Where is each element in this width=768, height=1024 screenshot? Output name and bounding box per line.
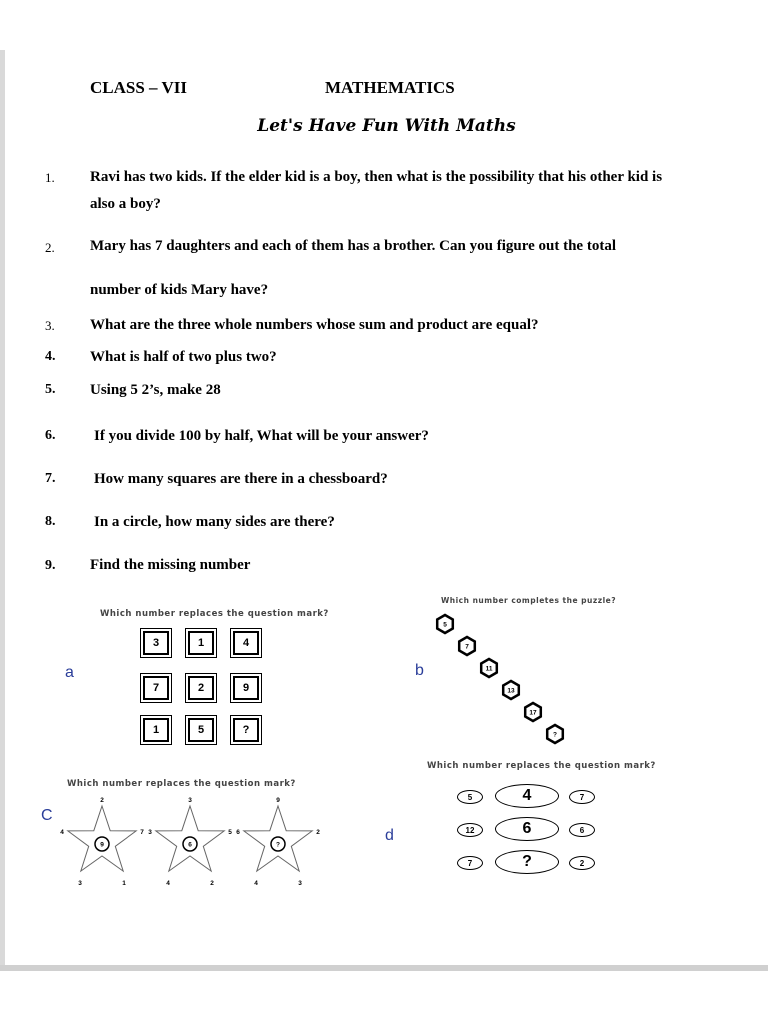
hexagon-chain <box>430 610 590 750</box>
grid-cell: 7 <box>143 676 169 700</box>
star-bottom-right-value: 2 <box>210 880 214 887</box>
grid-cell: ? <box>233 718 259 742</box>
star-center-value: 9 <box>100 841 104 849</box>
star-right-value: 2 <box>316 829 320 836</box>
oval-left: 12 <box>457 823 483 837</box>
question-number: 3. <box>45 318 55 333</box>
hexagon-value: 7 <box>465 643 469 651</box>
puzzle-a-letter: a <box>65 664 74 681</box>
star-figure <box>236 797 320 887</box>
worksheet-title: Let's Have Fun With Maths <box>257 116 516 136</box>
star-center-value: ? <box>276 841 280 849</box>
star-bottom-right-value: 3 <box>298 880 302 887</box>
hexagon-value: 17 <box>529 709 537 717</box>
puzzle-d-caption: Which number replaces the question mark? <box>427 761 656 771</box>
hexagon-cell <box>503 681 519 699</box>
question-number: 9. <box>45 558 56 573</box>
question-text: Find the missing number <box>90 557 251 573</box>
star-top-value: 9 <box>276 797 280 804</box>
question-number: 7. <box>45 471 56 486</box>
puzzle-b-letter: b <box>415 662 424 679</box>
puzzle-c-letter: C <box>41 807 53 824</box>
star-bottom-left-value: 4 <box>166 880 170 887</box>
viewer-top-margin <box>0 0 768 50</box>
question-number: 2. <box>45 240 55 255</box>
hexagon-value: 13 <box>507 687 515 695</box>
question-text: Ravi has two kids. If the elder kid is a boy, then what is the possibility that his other kid is <box>90 169 663 185</box>
question-text: In a circle, how many sides are there? <box>94 514 335 530</box>
star-left-value: 6 <box>236 829 240 836</box>
star-left-value: 4 <box>60 829 64 836</box>
grid-cell: 2 <box>188 676 214 700</box>
question-text: also a boy? <box>90 196 161 212</box>
star-bottom-right-value: 1 <box>122 880 126 887</box>
question-text: number of kids Mary have? <box>90 282 269 298</box>
grid-cell: 1 <box>143 718 169 742</box>
question-text: What are the three whole numbers whose sum and product are equal? <box>90 317 539 333</box>
question-number: 6. <box>45 428 56 443</box>
hexagon-value: 5 <box>443 621 447 629</box>
puzzle-a-caption: Which number replaces the question mark? <box>100 609 329 619</box>
grid-cell: 5 <box>188 718 214 742</box>
subject-label: MATHEMATICS <box>325 78 455 97</box>
puzzle-b-caption: Which number completes the puzzle? <box>441 596 617 605</box>
oval-right: 6 <box>569 823 595 837</box>
grid-cell: 9 <box>233 676 259 700</box>
grid-cell: 3 <box>143 631 169 655</box>
question-text: If you divide 100 by half, What will be your answer? <box>94 428 429 444</box>
hexagon-cell <box>437 615 453 633</box>
stars-puzzle <box>30 790 330 890</box>
oval-left: 7 <box>457 856 483 870</box>
worksheet-page <box>5 50 768 965</box>
grid-cell: 4 <box>233 631 259 655</box>
oval-right: 2 <box>569 856 595 870</box>
question-number: 8. <box>45 514 56 529</box>
star-figure <box>60 797 144 887</box>
puzzle-c-caption: Which number replaces the question mark? <box>67 779 296 789</box>
question-number: 5. <box>45 382 56 397</box>
oval-right: 7 <box>569 790 595 804</box>
oval-left: 5 <box>457 790 483 804</box>
question-number: 4. <box>45 349 56 364</box>
star-figure <box>148 797 232 887</box>
oval-center: ? <box>495 850 559 874</box>
question-text: What is half of two plus two? <box>90 349 277 365</box>
viewer-bottom-bar <box>0 965 768 971</box>
question-text: How many squares are there in a chessboard? <box>94 471 388 487</box>
star-right-value: 5 <box>228 829 232 836</box>
star-top-value: 3 <box>188 797 192 804</box>
oval-center: 6 <box>495 817 559 841</box>
hexagon-cell <box>525 703 541 721</box>
hexagon-value: ? <box>553 731 557 739</box>
question-text: Mary has 7 daughters and each of them has a brother. Can you figure out the total <box>90 238 616 254</box>
question-number: 1. <box>45 170 55 185</box>
question-text: Using 5 2’s, make 28 <box>90 382 221 398</box>
hexagon-value: 11 <box>485 665 493 673</box>
class-label: CLASS – VII <box>90 78 188 97</box>
star-bottom-left-value: 3 <box>78 880 82 887</box>
grid-cell: 1 <box>188 631 214 655</box>
hexagon-cell <box>459 637 475 655</box>
star-right-value: 7 <box>140 829 144 836</box>
star-center-value: 6 <box>188 841 192 849</box>
star-top-value: 2 <box>100 797 104 804</box>
star-left-value: 3 <box>148 829 152 836</box>
star-bottom-left-value: 4 <box>254 880 258 887</box>
puzzle-d-letter: d <box>385 827 394 844</box>
hexagon-cell <box>481 659 497 677</box>
hexagon-cell <box>547 725 563 743</box>
oval-center: 4 <box>495 784 559 808</box>
